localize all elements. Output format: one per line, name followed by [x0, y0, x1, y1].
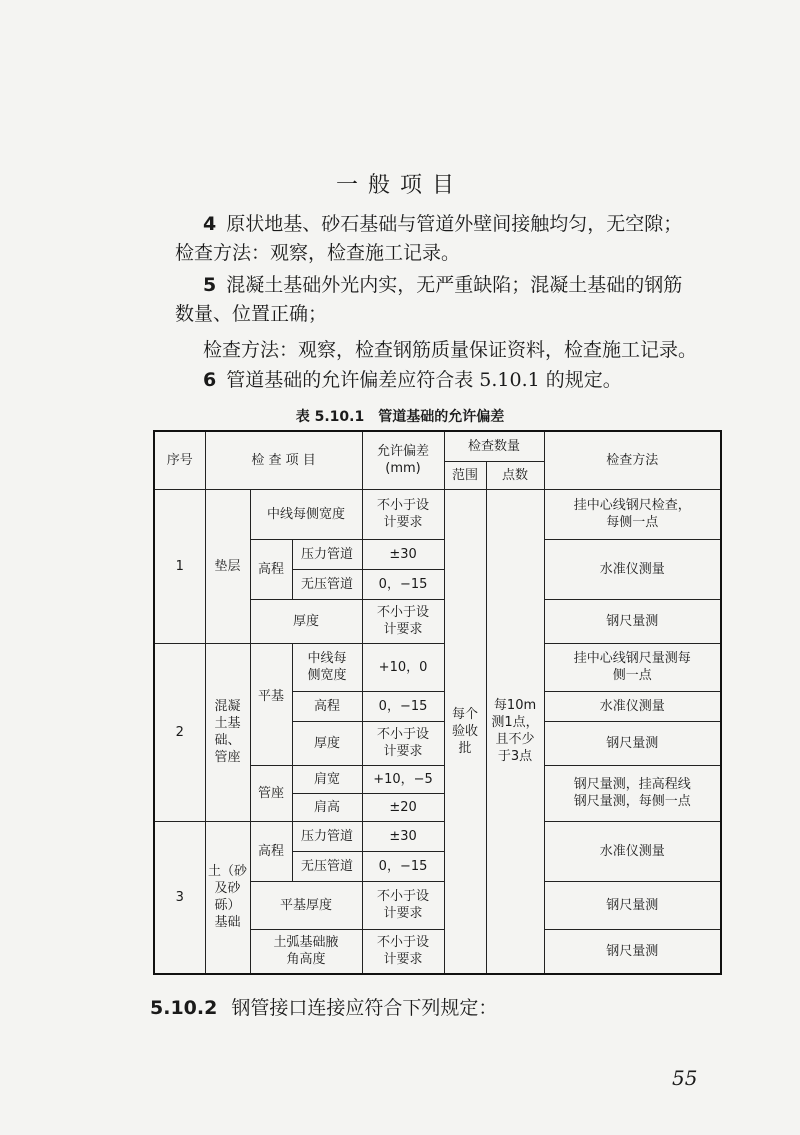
header-method: 检查方法: [544, 431, 721, 489]
row-subgroup: 高程: [250, 539, 292, 599]
row-method: 水准仪测量: [544, 821, 721, 881]
row-item: 无压管道: [292, 569, 362, 599]
row-method: 挂中心线钢尺检查， 每侧一点: [544, 489, 721, 539]
header-seq: 序号: [154, 431, 205, 489]
row-deviation: 0，−15: [362, 569, 444, 599]
row-item: 无压管道: [292, 851, 362, 881]
row-deviation: 0，−15: [362, 851, 444, 881]
row-item: 土弧基础腋 角高度: [250, 929, 362, 974]
item-text: 原状地基、砂石基础与管道外壁间接触均匀，无空隙；: [226, 213, 683, 235]
row-item: 压力管道: [292, 539, 362, 569]
item-5-continued: 数量、位置正确；: [175, 303, 328, 325]
row-method: 水准仪测量: [544, 539, 721, 599]
item-number: 6: [203, 369, 217, 391]
row-method: 水准仪测量: [544, 691, 721, 721]
header-deviation: 允许偏差 (mm): [362, 431, 444, 489]
group-name: 垫层: [205, 489, 250, 643]
section-5-10-2: [150, 993, 497, 1020]
row-item: 中线每 侧宽度: [292, 643, 362, 691]
row-subgroup: 高程: [250, 821, 292, 881]
row-method: 钢尺量测: [544, 881, 721, 929]
table-row: [154, 489, 721, 539]
header-points: 点数: [486, 461, 544, 489]
row-item: 平基厚度: [250, 881, 362, 929]
row-item: 厚度: [250, 599, 362, 643]
row-deviation: 不小于设 计要求: [362, 929, 444, 974]
item-4: [203, 210, 682, 238]
row-deviation: ±30: [362, 821, 444, 851]
item-5: [203, 271, 682, 299]
item-number: 4: [203, 213, 217, 235]
group-name: 混凝 土基 础、 管座: [205, 643, 250, 821]
row-subgroup: 平基: [250, 643, 292, 765]
section-heading: 一般项目: [335, 173, 464, 198]
page-number: 55: [672, 1066, 698, 1090]
row-deviation: 不小于设 计要求: [362, 881, 444, 929]
row-method: 钢尺量测: [544, 599, 721, 643]
row-item: 肩高: [292, 793, 362, 821]
points-all: 每10m 测1点， 且不少 于3点: [486, 489, 544, 974]
item-number: 5: [203, 274, 217, 296]
table-caption: 表 5.10.1 管道基础的允许偏差: [295, 409, 505, 425]
row-subgroup: 管座: [250, 765, 292, 821]
table-row: [154, 821, 721, 851]
item-5-method: 检查方法：观察，检查钢筋质量保证资料，检查施工记录。: [203, 339, 698, 361]
row-item: 肩宽: [292, 765, 362, 793]
group-seq: 1: [154, 489, 205, 643]
header-row: [154, 431, 721, 461]
header-item: 检 查 项 目: [205, 431, 362, 489]
row-item: 高程: [292, 691, 362, 721]
row-item: 压力管道: [292, 821, 362, 851]
item-text: 混凝土基础外光内实，无严重缺陷；混凝土基础的钢筋: [226, 274, 683, 296]
row-deviation: 不小于设 计要求: [362, 721, 444, 765]
row-deviation: ±20: [362, 793, 444, 821]
row-method: 钢尺量测，挂高程线 钢尺量测，每侧一点: [544, 765, 721, 821]
deviation-table: [153, 430, 722, 975]
row-item: 中线每侧宽度: [250, 489, 362, 539]
row-deviation: ±30: [362, 539, 444, 569]
row-method: 钢尺量测: [544, 721, 721, 765]
row-item: 厚度: [292, 721, 362, 765]
header-quantity: 检查数量: [444, 431, 544, 461]
row-method: 钢尺量测: [544, 929, 721, 974]
table-row: [154, 643, 721, 691]
row-deviation: 不小于设 计要求: [362, 489, 444, 539]
range-all: 每个 验收 批: [444, 489, 486, 974]
item-4-method: 检查方法：观察，检查施工记录。: [175, 242, 461, 264]
row-deviation: 不小于设 计要求: [362, 599, 444, 643]
group-name: 土（砂 及砂 砾） 基础: [205, 821, 250, 974]
clause-number: 5.10.2: [150, 997, 218, 1019]
row-method: 挂中心线钢尺量测每 侧一点: [544, 643, 721, 691]
row-deviation: 0，−15: [362, 691, 444, 721]
row-deviation: +10，0: [362, 643, 444, 691]
header-range: 范围: [444, 461, 486, 489]
clause-text: 钢管接口连接应符合下列规定：: [231, 997, 498, 1019]
row-deviation: +10，−5: [362, 765, 444, 793]
item-text: 管道基础的允许偏差应符合表 5.10.1 的规定。: [226, 369, 622, 391]
item-6: [203, 366, 622, 394]
group-seq: 2: [154, 643, 205, 821]
group-seq: 3: [154, 821, 205, 974]
